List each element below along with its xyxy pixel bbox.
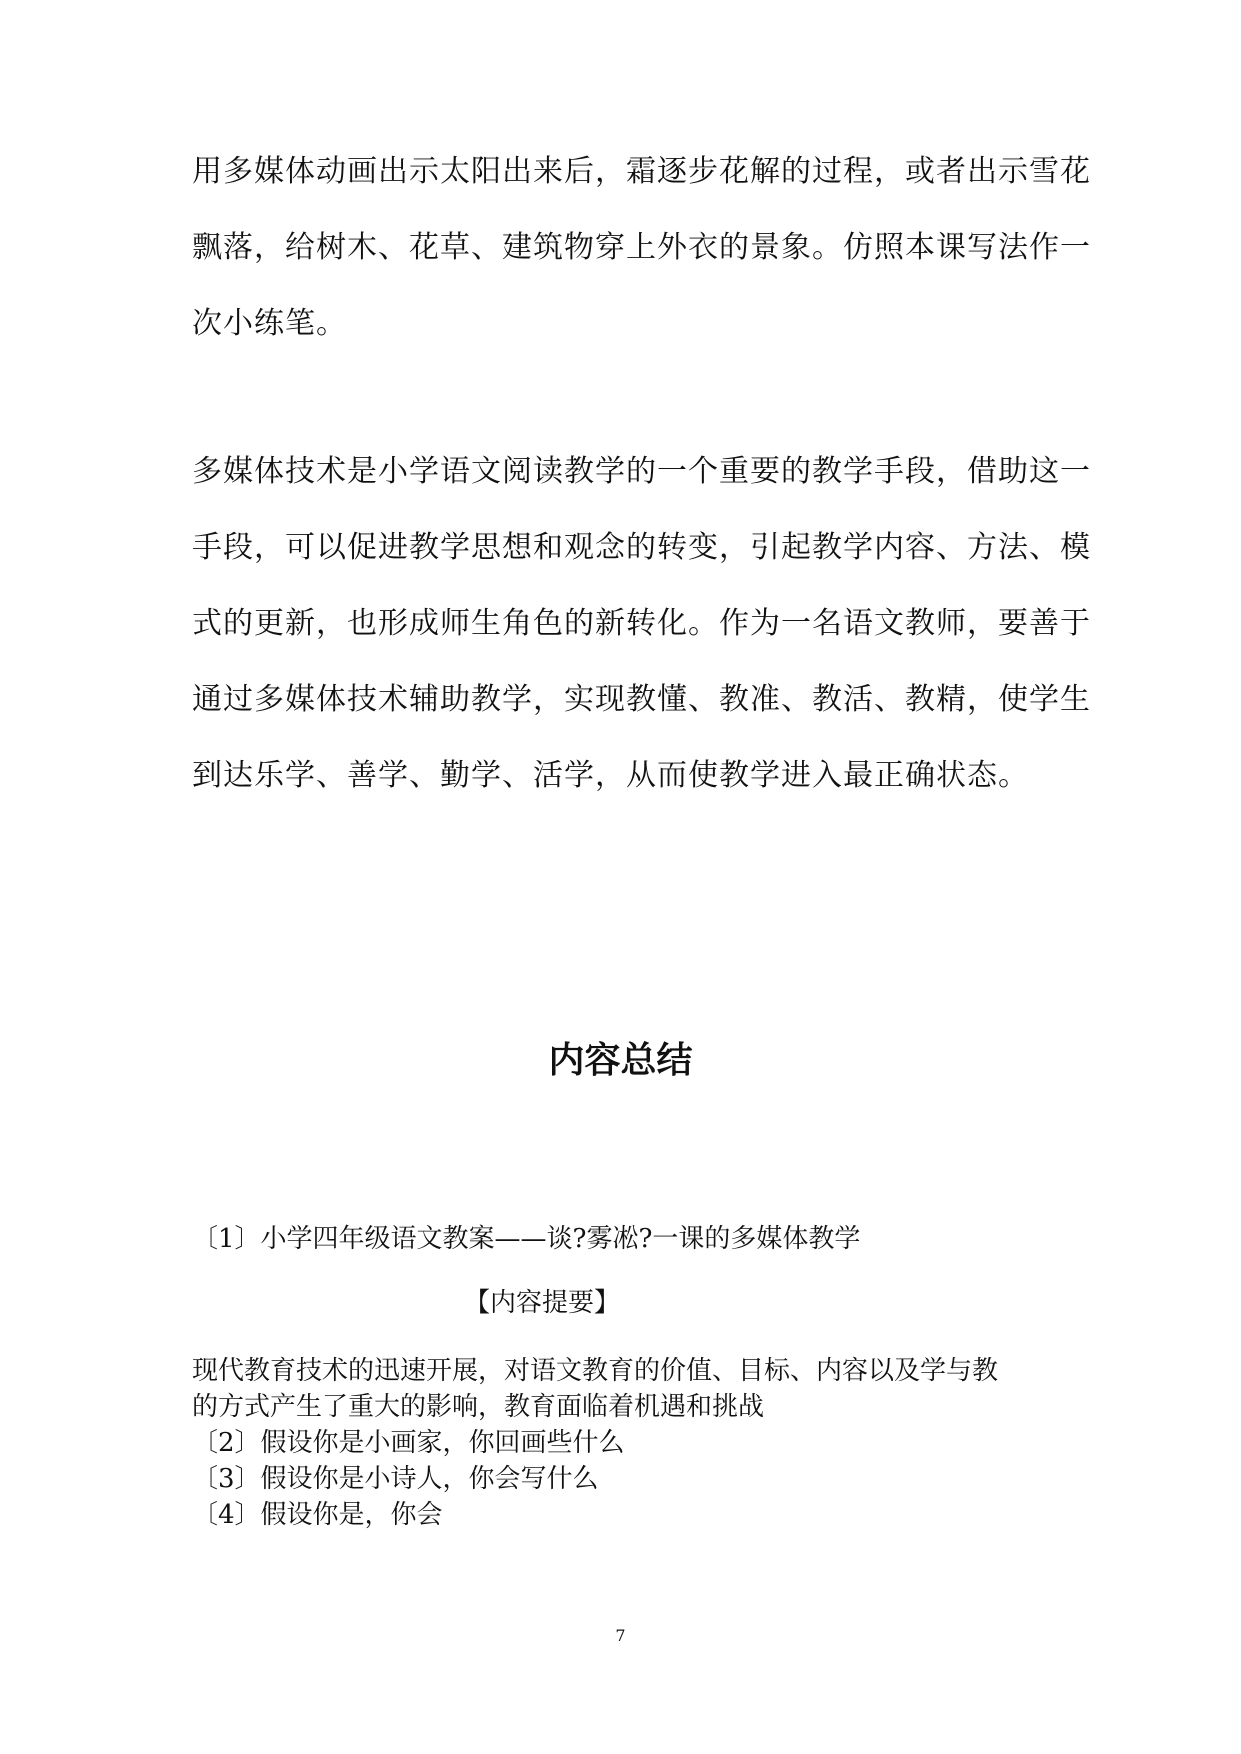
page-number: 7 — [615, 1626, 626, 1645]
summary-item-4: 〔4〕假设你是，你会 — [192, 1500, 443, 1530]
paragraph-2-line-3: 式的更新，也形成师生角色的新转化。作为一名语文教师，要善于 — [192, 606, 1091, 641]
summary-item-1: 〔1〕小学四年级语文教案——谈?雾凇?一课的多媒体教学 — [192, 1224, 861, 1254]
paragraph-1-line-3: 次小练笔。 — [192, 306, 347, 341]
paragraph-2-line-1: 多媒体技术是小学语文阅读教学的一个重要的教学手段，借助这一 — [192, 454, 1091, 489]
paragraph-2-line-4: 通过多媒体技术辅助教学，实现教懂、教准、教活、教精，使学生 — [192, 682, 1091, 717]
summary-subheading: 【内容提要】 — [464, 1288, 621, 1318]
summary-abstract-line-2: 的方式产生了重大的影响，教育面临着机遇和挑战 — [192, 1392, 765, 1422]
paragraph-1-line-2: 飘落，给树木、花草、建筑物穿上外衣的景象。仿照本课写法作一 — [192, 230, 1091, 265]
summary-heading: 内容总结 — [548, 1040, 693, 1081]
paragraph-2-line-2: 手段，可以促进教学思想和观念的转变，引起教学内容、方法、模 — [192, 530, 1091, 565]
summary-abstract-line-1: 现代教育技术的迅速开展，对语文教育的价值、目标、内容以及学与教 — [192, 1356, 999, 1386]
paragraph-2-line-5: 到达乐学、善学、勤学、活学，从而使教学进入最正确状态。 — [192, 758, 1029, 793]
summary-item-3: 〔3〕假设你是小诗人，你会写什么 — [192, 1464, 599, 1494]
summary-item-2: 〔2〕假设你是小画家，你回画些什么 — [192, 1428, 625, 1458]
paragraph-1-line-1: 用多媒体动画出示太阳出来后，霜逐步花解的过程，或者出示雪花 — [192, 154, 1091, 189]
